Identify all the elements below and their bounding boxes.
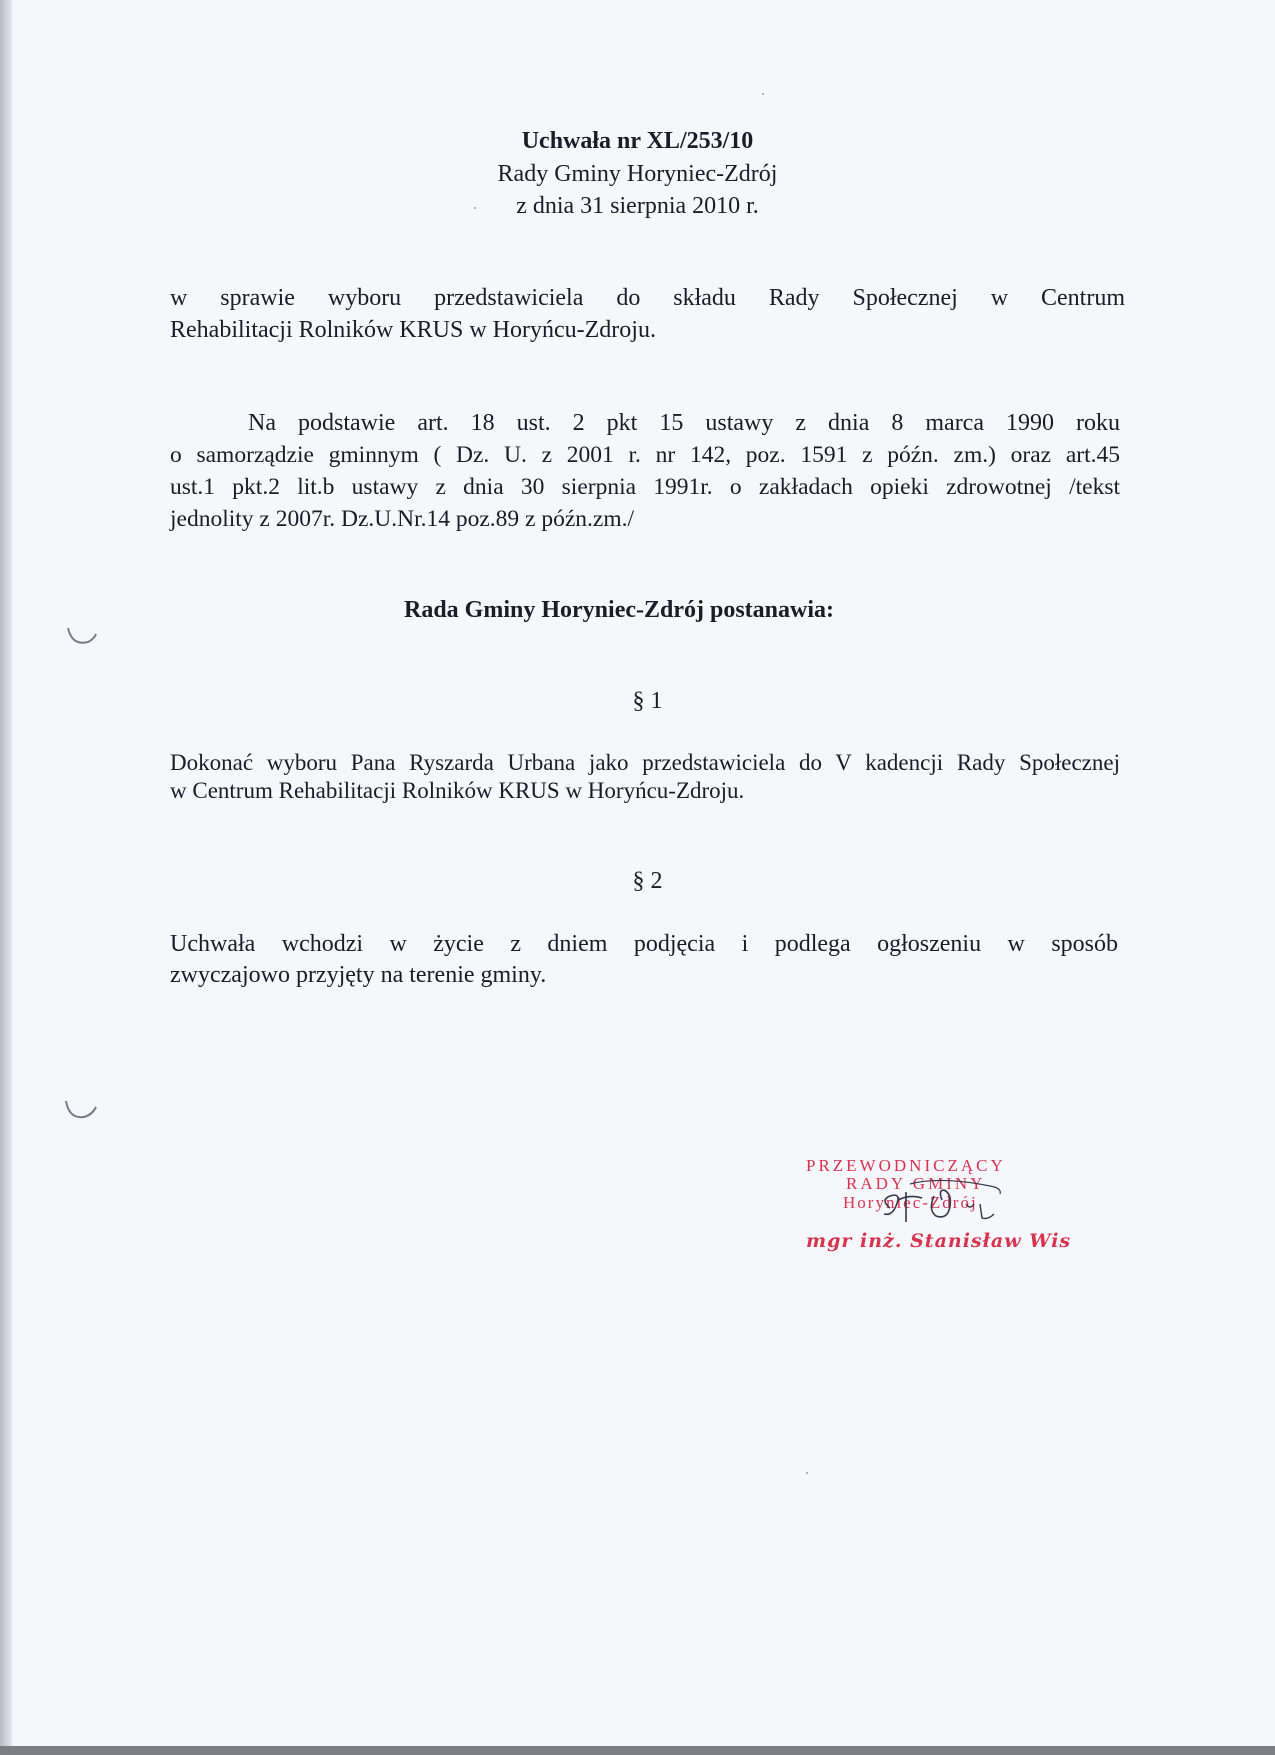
punch-hole-mark xyxy=(64,620,100,656)
basis-line: o samorządzie gminnym ( Dz. U. z 2001 r. nr 142, poz. 1591 z późn. zm.) oraz art.45 xyxy=(170,442,1120,468)
stamp-line-place: Horyniec-Zdrój xyxy=(843,1193,978,1212)
punch-hole-mark xyxy=(62,1095,98,1131)
stamp-signatory-name: mgr inż. Stanisław Wis xyxy=(806,1230,1072,1252)
section-heading: § 1 xyxy=(632,688,663,714)
basis-line: ust.1 pkt.2 lit.b ustawy z dnia 30 sierpnia 1991r. o zakładach opieki zdrowotnej /tekst xyxy=(170,474,1120,500)
resolution-title: Uchwała nr XL/253/10 xyxy=(521,128,754,154)
scan-speck xyxy=(762,93,764,95)
basis-line: jednolity z 2007r. Dz.U.Nr.14 poz.89 z późn.zm./ xyxy=(170,506,635,532)
resolution-date: z dnia 31 sierpnia 2010 r. xyxy=(516,193,759,219)
resolution-issuer: Rady Gminy Horyniec-Zdrój xyxy=(497,161,778,187)
section-line: Dokonać wyboru Pana Ryszarda Urbana jako przedstawiciela do V kadencji Rady Społecznej xyxy=(170,750,1120,775)
basis-line: Na podstawie art. 18 ust. 2 pkt 15 ustawy z dnia 8 marca 1990 roku xyxy=(248,410,1120,436)
scan-speck xyxy=(806,1472,808,1474)
section-line: w Centrum Rehabilitacji Rolników KRUS w Horyńcu-Zdroju. xyxy=(170,778,745,803)
handwritten-signature xyxy=(870,1170,1050,1240)
resolves-heading: Rada Gminy Horyniec-Zdrój postanawia: xyxy=(404,597,835,623)
section-line: Uchwała wchodzi w życie z dniem podjęcia i podlega ogłoszeniu w sposób xyxy=(170,931,1118,957)
stamp-line-council: RADY GMINY xyxy=(846,1174,986,1193)
section-heading: § 2 xyxy=(632,868,663,894)
subject-line: Rehabilitacji Rolników KRUS w Horyńcu-Zdroju. xyxy=(170,317,656,343)
subject-line: w sprawie wyboru przedstawiciela do składu Rady Społecznej w Centrum xyxy=(170,285,1125,311)
scan-bottom-edge xyxy=(0,1746,1275,1755)
scan-speck xyxy=(474,207,476,209)
section-line: zwyczajowo przyjęty na terenie gminy. xyxy=(170,962,547,988)
stamp-line-title: PRZEWODNICZĄCY xyxy=(806,1156,1006,1175)
